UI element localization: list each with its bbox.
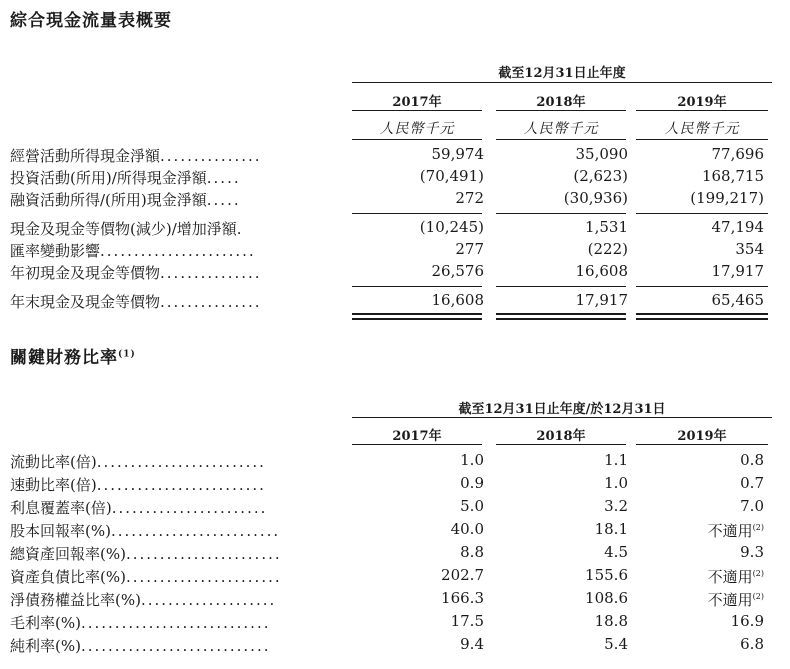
ratios-row-label: 毛利率(%)............................ [10, 614, 271, 632]
ratios-cell: 202.7 [441, 566, 484, 584]
ratios-cell: 17.5 [450, 612, 484, 630]
cashflow-subtotal-rule [496, 213, 626, 214]
cashflow-header-group: 截至12月31日止年度 [498, 66, 626, 81]
cashflow-cell: 35,090 [575, 145, 628, 163]
cashflow-unit-2019: 人民幣千元 [664, 121, 740, 137]
cashflow-cell: 47,194 [711, 218, 764, 236]
cashflow-cell: (10,245) [419, 218, 484, 236]
cashflow-row-label: 匯率變動影響....................... [10, 242, 256, 260]
ratios-cell: 5.0 [460, 497, 484, 515]
cashflow-cell: 65,465 [711, 291, 764, 309]
ratios-row-label: 股本回報率(%)......................... [10, 522, 281, 540]
ratios-cell: 不適用$^{(2)}$ [707, 522, 764, 540]
ratios-na-note: (2) [752, 592, 764, 601]
ratios-row-label: 純利率(%)............................ [10, 637, 271, 655]
cashflow-cell: (199,217) [690, 189, 764, 207]
cashflow-unit-2017: 人民幣千元 [379, 121, 455, 137]
ratios-cell: 18.1 [594, 520, 628, 538]
ratios-cell: 1.0 [460, 451, 484, 469]
ratios-cell: 40.0 [450, 520, 484, 538]
ratios-title-note: (1) [118, 349, 136, 360]
cashflow-double-rule [352, 318, 482, 320]
ratios-row-label: 流動比率(倍)......................... [10, 453, 266, 471]
ratios-year-rule [636, 444, 768, 445]
ratios-cell: 155.6 [585, 566, 628, 584]
ratios-year-2018: 2018年 [536, 429, 586, 444]
cashflow-row-label: 現金及現金等價物(減少)/增加淨額. [10, 220, 244, 238]
ratios-cell: 0.9 [460, 474, 484, 492]
cashflow-double-rule [352, 313, 482, 315]
ratios-year-rule [496, 444, 626, 445]
ratios-title: 關鍵財務比率$^{(1)}$ [10, 348, 136, 368]
cashflow-year-2018: 2018年 [536, 95, 586, 110]
ratios-cell: 16.9 [730, 612, 764, 630]
cashflow-unit-rule [352, 139, 482, 140]
cashflow-unit-2018: 人民幣千元 [523, 121, 599, 137]
ratios-row-label: 資產負債比率(%)....................... [10, 568, 282, 586]
cashflow-cell: (222) [587, 240, 628, 258]
ratios-cell: 不適用$^{(2)}$ [707, 591, 764, 609]
ratios-header-group: 截至12月31日止年度/於12月31日 [458, 402, 666, 417]
cashflow-total-rule [352, 286, 482, 287]
cashflow-double-rule [496, 318, 626, 320]
cashflow-year-rule [636, 110, 768, 111]
ratios-cell: 9.3 [740, 543, 764, 561]
ratios-row-label: 速動比率(倍)......................... [10, 476, 266, 494]
ratios-na-note: (2) [752, 523, 764, 532]
cashflow-unit-rule [636, 139, 768, 140]
cashflow-year-2019: 2019年 [677, 95, 727, 110]
cashflow-row-label: 經營活動所得現金淨額............... [10, 147, 262, 165]
ratios-cell: 0.7 [740, 474, 764, 492]
ratios-cell: 7.0 [740, 497, 764, 515]
ratios-na-note: (2) [752, 569, 764, 578]
ratios-header-rule [352, 417, 772, 418]
ratios-cell: 3.2 [604, 497, 628, 515]
ratios-year-2017: 2017年 [392, 429, 442, 444]
cashflow-row-label: 年末現金及現金等價物............... [10, 293, 262, 311]
cashflow-cell: (70,491) [419, 167, 484, 185]
ratios-cell: 166.3 [441, 589, 484, 607]
ratios-row-label: 總資產回報率(%)....................... [10, 545, 282, 563]
cashflow-cell: 1,531 [585, 218, 628, 236]
cashflow-subtotal-rule [352, 213, 482, 214]
ratios-cell: 不適用$^{(2)}$ [707, 568, 764, 586]
cashflow-cell: (2,623) [573, 167, 628, 185]
ratios-cell: 9.4 [460, 635, 484, 653]
ratios-year-rule [352, 444, 482, 445]
cashflow-cell: 16,608 [431, 291, 484, 309]
cashflow-cell: 17,917 [711, 262, 764, 280]
cashflow-cell: 16,608 [575, 262, 628, 280]
cashflow-row-label: 投資活動(所用)/所得現金淨額..... [10, 169, 241, 187]
cashflow-cell: 354 [735, 240, 764, 258]
cashflow-cell: 59,974 [431, 145, 484, 163]
ratios-cell: 1.1 [604, 451, 628, 469]
cashflow-cell: 272 [455, 189, 484, 207]
cashflow-cell: 26,576 [431, 262, 484, 280]
ratios-cell: 1.0 [604, 474, 628, 492]
ratios-cell: 4.5 [604, 543, 628, 561]
ratios-year-2019: 2019年 [677, 429, 727, 444]
cashflow-total-rule [636, 286, 768, 287]
ratios-cell: 6.8 [740, 635, 764, 653]
cashflow-year-rule [496, 110, 626, 111]
ratios-row-label: 淨債務權益比率(%).................... [10, 591, 277, 609]
cashflow-cell: 277 [455, 240, 484, 258]
ratios-cell: 5.4 [604, 635, 628, 653]
ratios-cell: 0.8 [740, 451, 764, 469]
cashflow-header-rule [352, 82, 772, 83]
cashflow-year-2017: 2017年 [392, 95, 442, 110]
cashflow-year-rule [352, 110, 482, 111]
cashflow-cell: 77,696 [711, 145, 764, 163]
cashflow-title: 綜合現金流量表概要 [10, 11, 172, 31]
cashflow-row-label: 年初現金及現金等價物............... [10, 264, 262, 282]
cashflow-total-rule [496, 286, 626, 287]
ratios-cell: 108.6 [585, 589, 628, 607]
cashflow-row-label: 融資活動所得/(所用)現金淨額..... [10, 191, 241, 209]
cashflow-cell: 17,917 [575, 291, 628, 309]
cashflow-double-rule [636, 313, 768, 315]
ratios-cell: 8.8 [460, 543, 484, 561]
cashflow-double-rule [636, 318, 768, 320]
cashflow-subtotal-rule [636, 213, 768, 214]
cashflow-cell: 168,715 [701, 167, 764, 185]
ratios-row-label: 利息覆蓋率(倍)....................... [10, 499, 268, 517]
cashflow-cell: (30,936) [563, 189, 628, 207]
ratios-cell: 18.8 [594, 612, 628, 630]
cashflow-double-rule [496, 313, 626, 315]
cashflow-unit-rule [496, 139, 626, 140]
